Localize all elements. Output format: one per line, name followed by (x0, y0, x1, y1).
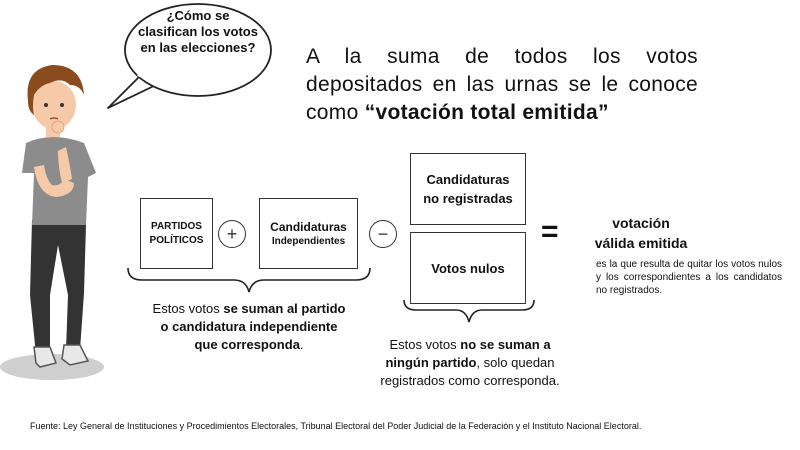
result-title (580, 213, 702, 253)
box-independientes-line-1: Candidaturas (270, 219, 347, 234)
person-eye-right (60, 103, 64, 107)
left-shoe (34, 347, 56, 367)
plus-operator (218, 220, 246, 248)
equals-sign: = (541, 215, 559, 248)
result-description: es la que resulta de quitar los votos nulos y los correspondientes a los candidatos no registrados. (596, 259, 782, 296)
left-note-part-2: . (299, 337, 304, 352)
right-note-line-3: registrados como corresponda. (380, 373, 560, 388)
left-note-line-1 (126, 300, 372, 318)
left-brace (126, 266, 372, 296)
box-no-registradas-line-1: Candidaturas (426, 172, 510, 187)
right-note (355, 336, 585, 390)
box-candidaturas-no-registradas (410, 153, 526, 225)
box-no-registradas-line-2: no registradas (423, 191, 513, 206)
right-note-part-1: Estos votos (389, 337, 461, 352)
headline-line-1: A la suma de todos los votos (306, 45, 698, 68)
right-brace (402, 298, 536, 328)
speech-bubble-text: ¿Cómo se clasifican los votos en las elecciones? (138, 8, 258, 55)
person-legs (30, 220, 86, 355)
person-hand (52, 121, 64, 133)
left-note-line-2 (126, 318, 372, 336)
right-note-bold-1: no se suman a (460, 337, 551, 352)
left-note-bold-3: que corresponda (194, 337, 300, 352)
headline-term: “votación total emitida” (364, 101, 609, 124)
result-title-line-1: votación (612, 215, 670, 231)
box-candidaturas-independientes (259, 198, 358, 269)
right-note-part-2: , solo quedan (476, 355, 555, 370)
left-note (126, 300, 372, 354)
thinking-person-illustration (0, 55, 115, 385)
box-partidos-line-1: PARTIDOS (151, 220, 202, 232)
plus-symbol: + (226, 223, 238, 244)
person-shirt (22, 137, 96, 225)
left-note-bold-1: se suman al partido (223, 301, 346, 316)
minus-operator (369, 220, 397, 248)
person-eye-left (44, 103, 48, 107)
headline (306, 43, 698, 127)
source-footnote: Fuente: Ley General de Instituciones y Procedimientos Electorales, Tribunal Electoral del Poder Judicial de la Federación y el Instituto Nacional Electoral. (30, 421, 642, 431)
box-partidos-line-2: POLÍTICOS (149, 234, 204, 246)
box-independientes-line-2: Independientes (271, 235, 346, 247)
right-shoe (62, 345, 88, 365)
right-note-line-1 (355, 336, 585, 354)
result-title-line-2: válida emitida (594, 235, 688, 251)
right-note-line-2 (355, 354, 585, 372)
left-note-bold-2: o candidatura independiente (160, 319, 338, 334)
left-note-part-1: Estos votos (152, 301, 224, 316)
headline-line-2: depositados en las urnas se le conoce (306, 73, 698, 96)
headline-line-3 (306, 99, 698, 127)
minus-symbol: − (377, 223, 389, 244)
left-note-line-3 (126, 336, 372, 354)
box-votos-nulos-label: Votos nulos (431, 260, 505, 276)
box-partidos-politicos (140, 198, 213, 269)
box-votos-nulos (410, 232, 526, 304)
headline-line-3-prefix: como (306, 101, 365, 124)
right-note-bold-2: ningún partido (385, 355, 477, 370)
